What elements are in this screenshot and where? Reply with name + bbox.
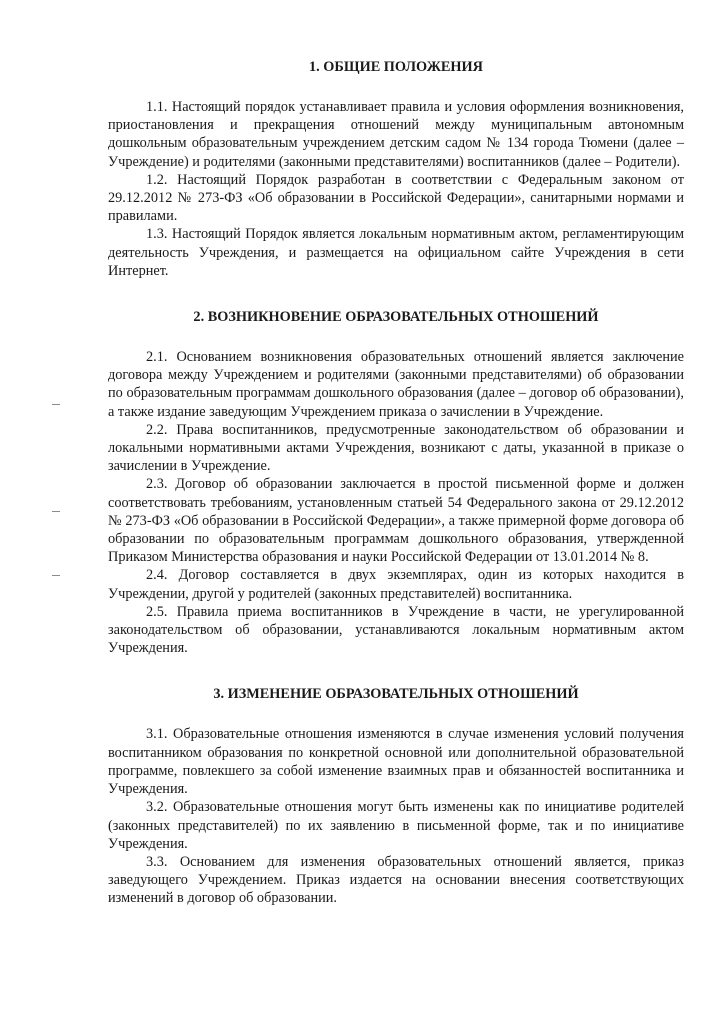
section-title: 1. ОБЩИЕ ПОЛОЖЕНИЯ (309, 59, 483, 75)
section-origin-of-relations (108, 308, 684, 657)
paragraph-1-3: 1.3. Настоящий Порядок является локальным нормативным актом, регламентирующим деятельность Учреждения, и размещается на официальном сайте Учреждения в сети Интернет. (108, 226, 684, 279)
paragraph-2-4: 2.4. Договор составляется в двух экземплярах, один из которых находится в Учреждении, другой у родителей (законных представителей) воспитанника. (108, 567, 684, 602)
margin-mark (52, 511, 60, 512)
section-change-of-relations (108, 685, 684, 907)
section-general-provisions (108, 58, 684, 280)
document-body (108, 58, 684, 936)
paragraph-2-1: 2.1. Основанием возникновения образовательных отношений является заключение договора между Учреждением и родителями (законными представителями) об образовании по образовательным программам дошкольного образования (далее – договор об образовании), а также издание заведующим Учреждением приказа о зачислении в Учреждение. (108, 349, 684, 420)
paragraph-2-5: 2.5. Правила приема воспитанников в Учреждение в части, не урегулированной законодательством об образовании, устанавливаются локальным нормативным актом Учреждения. (108, 603, 684, 657)
margin-mark (52, 404, 60, 405)
paragraph-3-2: 3.2. Образовательные отношения могут быть изменены как по инициативе родителей (законных представителей) по их заявлению в письменной форме, так и по инициативе Учреждения. (108, 799, 684, 852)
section-title: 3. ИЗМЕНЕНИЕ ОБРАЗОВАТЕЛЬНЫХ ОТНОШЕНИЙ (213, 686, 579, 703)
paragraph-3-1: 3.1. Образовательные отношения изменяются в случае изменения условий получения воспитанником образования по конкретной основной или дополнительной образовательной программе, повлекшего за собой изменение взаимных прав и обязанностей воспитанника и Учреждения. (108, 726, 684, 798)
paragraph-3-3: 3.3. Основанием для изменения образовательных отношений является, приказ заведующего Учреждением. Приказ издается на основании внесения соответствующих изменений в договор об образовании. (108, 853, 684, 907)
paragraph-2-2: 2.2. Права воспитанников, предусмотренные законодательством об образовании и локальными нормативными актами Учреждения, возникают с даты, указанной в приказе о зачислении в Учреждение. (108, 421, 684, 475)
paragraph-1-1: 1.1. Настоящий порядок устанавливает правила и условия оформления возникновения, приостановления и прекращения отношений между муниципальным автономным дошкольным образовательным учреждением детским садом № 134 города Тюмени (далее – Учреждение) и родителями (законными представителями) воспитанников (далее – Родители). (108, 99, 684, 170)
margin-mark (52, 575, 60, 576)
paragraph-2-3: 2.3. Договор об образовании заключается в простой письменной форме и должен соответствовать требованиям, установленным статьей 54 Федерального закона от 29.12.2012 № 273-ФЗ «Об образовании в Российской Федерации», а также примерной форме договора об образовании по образовательным программам дошкольного образования, утвержденной Приказом Министерства образования и науки Российской Федерации от 13.01.2014 № 8. (108, 476, 684, 566)
paragraph-1-2: 1.2. Настоящий Порядок разработан в соответствии с Федеральным законом от 29.12.2012 № 273-ФЗ «Об образовании в Российской Федерации», санитарными нормами и правилами. (108, 171, 684, 225)
section-title: 2. ВОЗНИКНОВЕНИЕ ОБРАЗОВАТЕЛЬНЫХ ОТНОШЕНИЙ (193, 309, 599, 326)
